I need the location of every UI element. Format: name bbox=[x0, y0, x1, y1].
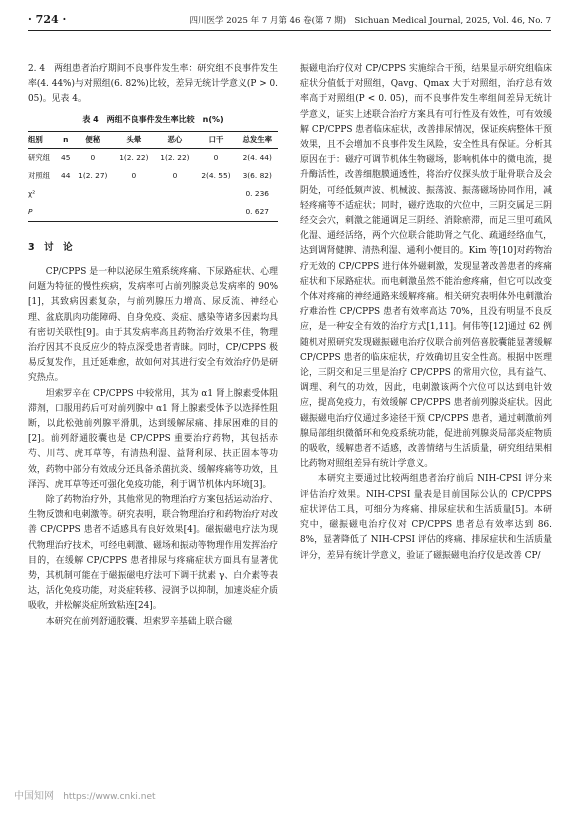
table-cell: 1(2. 22) bbox=[160, 152, 190, 162]
body-paragraph: 坦索罗辛在 CP/CPPS 中较常用，其为 α1 肾上腺素受体阻滞剂，口服用药后可对前列腺中 α1 肾上腺素受体予以选择性阻断，以此松弛前列腺平滑肌，达到缓解尿痛、排尿困难的目的 [2]。前列舒通胶囊也是 CP/CPPS 重要治疗药物，其包括赤芍、川芎、虎耳草等，有清热利湿、益肾利尿、扶正固本等功效，药物中部分有效成分还具备杀菌抗炎、缓解疼痛等功效，且泽泻、虎耳草等还可强化免疫功能，利于调节机体内环境[3]。 bbox=[28, 388, 278, 490]
watermark-url: https://www.cnki.net bbox=[63, 792, 156, 802]
journal-citation: 四川医学 2025 年 7 月第 46 卷(第 7 期) Sichuan Medical Journal, 2025, Vol. 46, No. 7 bbox=[189, 16, 551, 26]
table-row bbox=[28, 167, 278, 185]
body-paragraph: 振磁电治疗仪对 CP/CPPS 实施综合干预，结果显示研究组临床症状分值低于对照组，Qavg、Qmax 大于对照组，治疗总有效率高于对照组(P < 0. 05)，而不良事件发生率组间差异无统计学意义，证实上述联合治疗方案具有可行性及有效性，可有效缓解 CP/CPPS 患者临床症状，改善排尿情况，保证疾病整体干预效果，且不会增加不良事件发生风险，安全性具有保证。分析其原因在于：磁疗可调节机体生物磁场，影响机体中的微电流，提升酶活性，改善细胞膜通透性，将治疗仪探头放于耻骨联合及会阴处，可经低频声波、机械波、振荡波、振荡磁场协同作用，减轻疼痛等不适症状；同时，磁疗选取的穴位中，三阴交属足三阴经交会穴，刺激之能通调足三阴经、消除瘀滞，而足三里可疏风化湿、通经活络，两个穴位联合能助肾之气化、疏通经络血气，达到调肾健脾、清热利湿、通利小便目的。Kim 等[10]对药物治疗无效的 CP/CPPS 进行体外磁刺激，发现显著改善患者的疼痛症状和下尿路症状。而电刺激虽然不能治愈疼痛，但它可以改变个体对疼痛的神经通路来缓解疼痛。相关研究表明体外电刺激治疗难治性 CP/CPPS 患者有效率高达 70%，且没有明显不良反应，是一种安全有效的治疗方式[1,11]。何伟等[12]通过 62 例随机对照研究发现磁振磁电治疗仪联合前列倍喜胶囊能显著缓解 CP/CPPS 患者的临床症状，疗效确切且安全性高。根据中医理论，三阴交和足三里是治疗 CP/CPPS 的常用穴位，具有益气、调理、利气的功效，因此，电刺激该两个穴位可以达到电针效应，提高免疫力，有效缓解 CP/CPPS 患者前列腺炎症状。因此磁振磁电治疗仪通过多途径干预 CP/CPPS 患者，通过刺激前列腺局部组织微循环和免疫系统功能，促进前列腺炎局部炎症物质的吸收，缓解患者不适感，改善情绪与生活质量，研究组结果相比药物对照组差异有统计学意义。 bbox=[300, 64, 552, 470]
table-row bbox=[28, 203, 278, 222]
table-cell: 对照组 bbox=[28, 170, 51, 180]
page-number: · 724 · bbox=[28, 13, 67, 26]
table-header-cell: 头晕 bbox=[126, 134, 142, 144]
body-paragraph: 本研究主要通过比较两组患者治疗前后 NIH-CPSI 评分来评估治疗效果。NIH-CPSI 量表是目前国际公认的 CP/CPPS 症状评估工具，可细分为疼痛、排尿症状和生活质量[5]。本研究中，磁振磁电治疗仪对 CP/CPPS 患者总有效率达到 86. 8%，显著降低了 NIH-CPSI 评估的疼痛、排尿症状和生活质量评分，差异有统计学意义，验证了磁振磁电治疗仪是改善 CP/ bbox=[300, 474, 552, 561]
table-cell bbox=[195, 185, 236, 203]
table-cell: 44 bbox=[61, 170, 71, 180]
table-cell: 0. 627 bbox=[245, 206, 269, 216]
watermark-brand: 中国知网 bbox=[14, 791, 54, 802]
body-paragraph: CP/CPPS 是一种以泌尿生殖系统疼痛、下尿路症状、心理问题为特征的慢性疾病，发病率可占前列腺炎总发病率的 90% [1]，其致病因素复杂，与前列腺压力增高、尿反流、神经心理、盆底肌肉功能障碍、自身免疫、炎症、感染等诸多因素均具有密切关联性[9]。由于其发病率高且药物治疗效果不佳，物理治疗因其不良反应少的特点深受患者青睐。同时，CP/CPPS 极易反复发作，且迁延难愈，故如何对其进行安全有效治疗仍是研究热点。 bbox=[28, 267, 278, 384]
table-cell bbox=[72, 185, 113, 203]
table-header-row bbox=[28, 131, 278, 148]
left-column bbox=[28, 62, 278, 630]
table-cell: 3(6. 82) bbox=[242, 170, 272, 180]
table-header-cell: n bbox=[63, 134, 69, 144]
table-cell: 2(4. 55) bbox=[201, 170, 231, 180]
table-cell: 0 bbox=[213, 152, 219, 162]
body-paragraph: 除了药物治疗外，其他常见的物理治疗方案包括运动治疗、生物反馈和电刺激等。研究表明，联合物理治疗和药物治疗对改善 CP/CPPS 患者不适感具有良好效果[4]。磁振磁电疗法为现代物理治疗技术，可经电刺激、磁场和振动等物理作用发挥治疗目的，在缓解 CP/CPPS 患者排尿与疼痛症状方面具有显著优势，其机制可能在于磁振磁电疗法可下调干扰素 γ、白介素等表达，活化免疫功能，对炎症转移、浸润予以抑制，加速炎症介质吸收，并松解炎症所致粘连[24]。 bbox=[28, 495, 278, 612]
right-column bbox=[300, 62, 552, 564]
table-header-cell: 便秘 bbox=[85, 134, 101, 144]
table-cell bbox=[59, 203, 72, 222]
table-header-cell: 组别 bbox=[28, 134, 43, 144]
cnki-watermark bbox=[14, 787, 156, 802]
table-cell bbox=[113, 203, 154, 222]
table-cell: 2(4. 44) bbox=[242, 152, 272, 162]
table-row bbox=[28, 148, 278, 167]
table-cell: 0. 236 bbox=[245, 188, 269, 198]
table-cell: 1(2. 27) bbox=[78, 170, 108, 180]
page-header bbox=[28, 10, 551, 32]
table-header-cell: 恶心 bbox=[167, 134, 183, 144]
table-cell bbox=[59, 185, 72, 203]
table-cell bbox=[154, 185, 195, 203]
table-cell: 0 bbox=[90, 152, 96, 162]
table-cell bbox=[154, 203, 195, 222]
table-cell bbox=[72, 203, 113, 222]
table-cell: P bbox=[28, 206, 33, 216]
results-adverse-events-paragraph: 2. 4 两组患者治疗期间不良事件发生率：研究组不良事件发生率(4. 44%)与对照组(6. 82%)比较，差异无统计学意义(P > 0. 05)。见表 4。 bbox=[28, 64, 278, 105]
table-caption: 表 4 两组不良事件发生率比较 n(%) bbox=[82, 114, 224, 124]
adverse-events-table bbox=[28, 131, 278, 222]
table-cell: χ² bbox=[28, 188, 36, 198]
table-cell bbox=[195, 203, 236, 222]
header-rule bbox=[28, 30, 551, 31]
section-heading: 3 讨 论 bbox=[28, 241, 73, 253]
body-paragraph: 本研究在前列舒通胶囊、坦索罗辛基础上联合磁 bbox=[45, 616, 233, 627]
table-header-cell: 口干 bbox=[208, 134, 224, 144]
table-cell: 1(2. 22) bbox=[119, 152, 149, 162]
table-cell bbox=[113, 185, 154, 203]
table-cell: 0 bbox=[172, 170, 178, 180]
table-header-cell: 总发生率 bbox=[242, 134, 273, 144]
table-cell: 0 bbox=[131, 170, 137, 180]
table-cell: 45 bbox=[61, 152, 71, 162]
table-row bbox=[28, 185, 278, 203]
table-cell: 研究组 bbox=[28, 152, 51, 162]
